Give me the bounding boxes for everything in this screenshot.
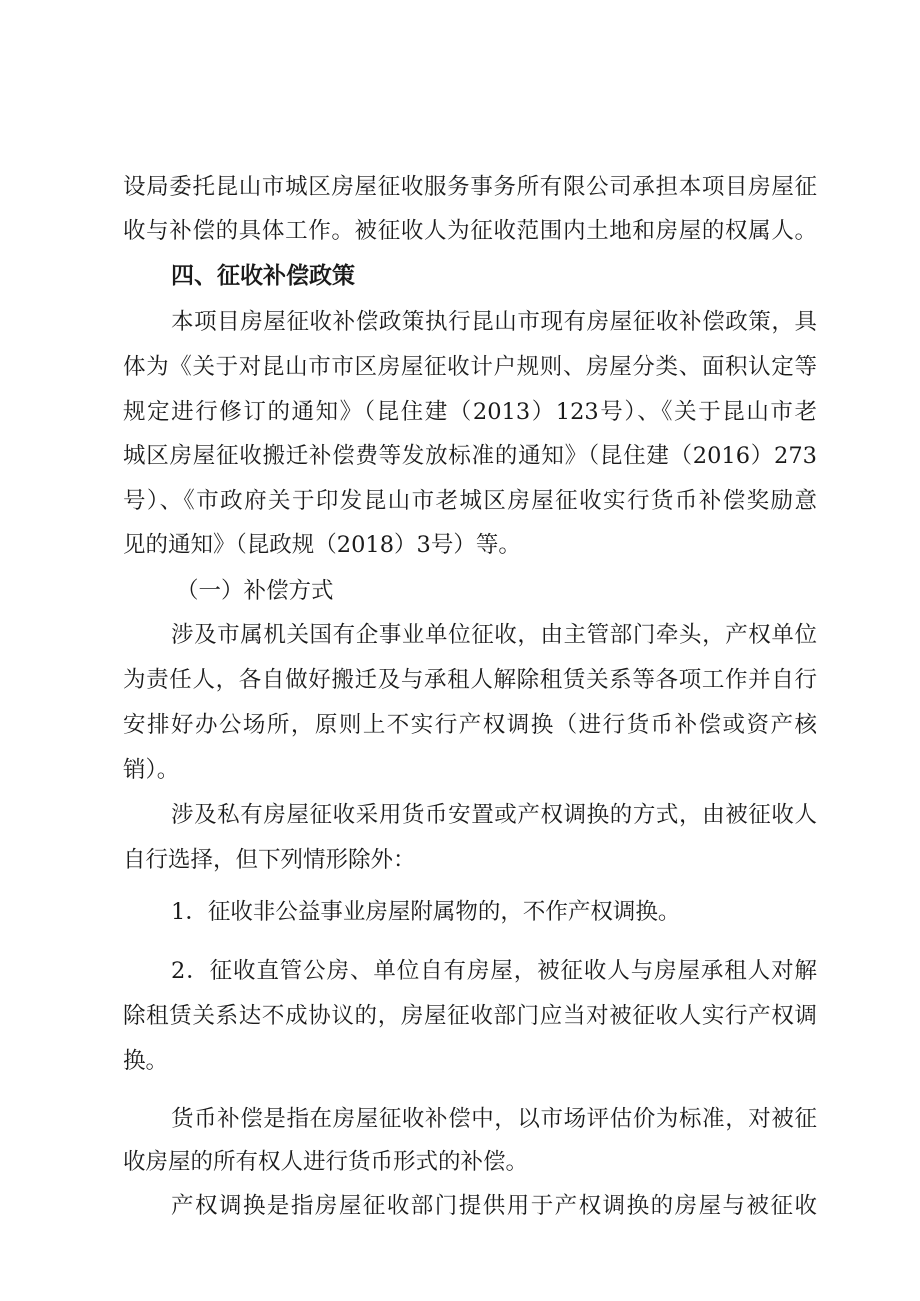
paragraph-line: 收房屋的所有权人进行货币形式的补偿。 <box>123 1149 529 1175</box>
paragraph-line: 城区房屋征收搬迁补偿费等发放标准的通知》（昆住建（2016）273 <box>123 443 817 469</box>
paragraph-line: 涉及市属机关国有企事业单位征收，由主管部门牵头，产权单位 <box>171 622 817 648</box>
paragraph-line: 规定进行修订的通知》（昆住建（2013）123号）、《关于昆山市老 <box>123 399 817 425</box>
paragraph-line: 本项目房屋征收补偿政策执行昆山市现有房屋征收补偿政策，具 <box>171 309 817 335</box>
paragraph-line: 设局委托昆山市城区房屋征收服务事务所有限公司承担本项目房屋征 <box>123 174 817 200</box>
paragraph-line: 体为《关于对昆山市市区房屋征收计户规则、房屋分类、面积认定等 <box>123 354 817 380</box>
paragraph-line: 安排好办公场所，原则上不实行产权调换（进行货币补偿或资产核 <box>123 712 817 738</box>
paragraph-line: 收与补偿的具体工作。被征收人为征收范围内土地和房屋的权属人。 <box>123 218 817 244</box>
paragraph-line: 销）。 <box>123 757 180 783</box>
paragraph-line: 为责任人，各自做好搬迁及与承租人解除租赁关系等各项工作并自行 <box>123 667 817 693</box>
paragraph-line: 产权调换是指房屋征收部门提供用于产权调换的房屋与被征收 <box>171 1193 817 1219</box>
list-item: 1．征收非公益事业房屋附属物的，不作产权调换。 <box>171 899 681 925</box>
paragraph-line: 换。 <box>123 1048 169 1074</box>
subsection-heading: （一）补偿方式 <box>176 578 334 604</box>
paragraph-line: 除租赁关系达不成协议的，房屋征收部门应当对被征收人实行产权调 <box>123 1003 817 1029</box>
list-item: 2．征收直管公房、单位自有房屋，被征收人与房屋承租人对解 <box>171 958 817 984</box>
paragraph-line: 号）、《市政府关于印发昆山市老城区房屋征收实行货币补偿奖励意 <box>123 488 817 514</box>
paragraph-line: 自行选择，但下列情形除外： <box>123 847 416 873</box>
section-heading: 四、征收补偿政策 <box>171 263 355 289</box>
paragraph-line: 货币补偿是指在房屋征收补偿中，以市场评估价为标准，对被征 <box>171 1106 817 1132</box>
paragraph-line: 见的通知》（昆政规（2018）3号）等。 <box>123 532 521 558</box>
paragraph-line: 涉及私有房屋征收采用货币安置或产权调换的方式，由被征收人 <box>171 802 817 828</box>
